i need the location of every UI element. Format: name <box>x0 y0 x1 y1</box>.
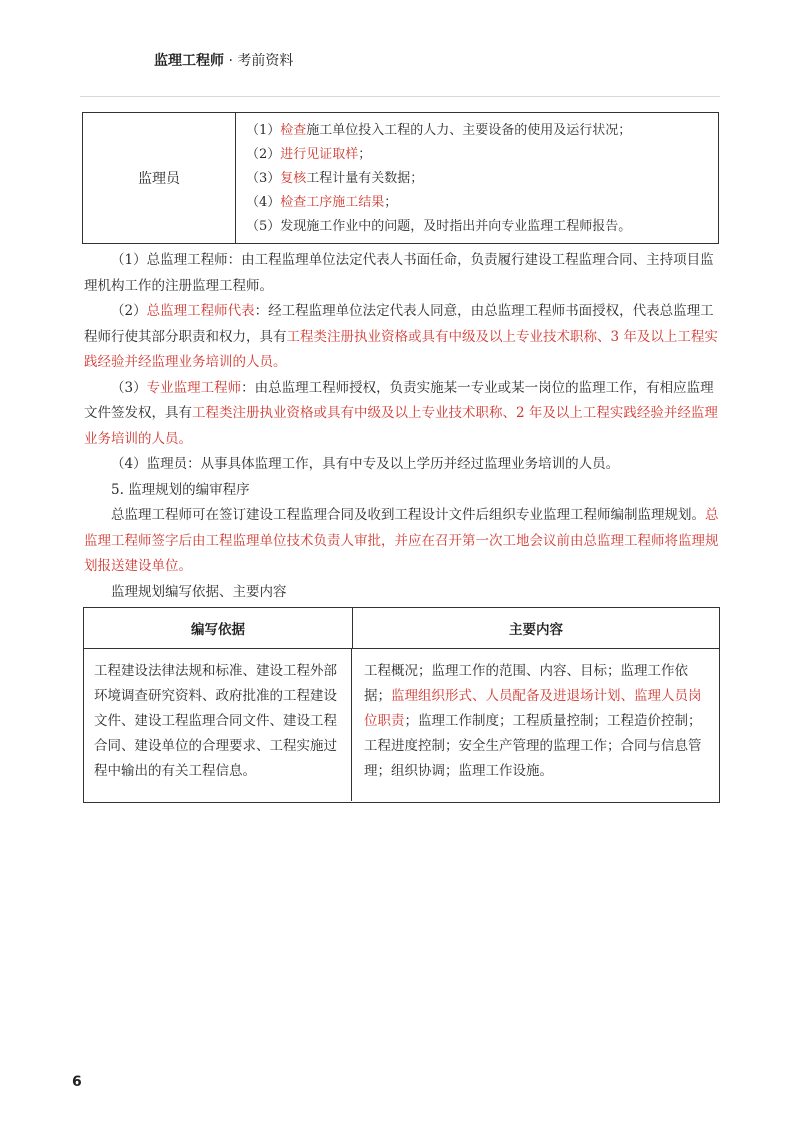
table-body-row <box>84 649 719 801</box>
header-title: 监理工程师 <box>154 53 224 69</box>
table-header-row <box>84 608 719 649</box>
content-cell: 工程概况；监理工作的范围、内容、目标；监理工作依据；监理组织形式、人员配备及进退场计划、监理人员岗位职责；监理工作制度；工程质量控制；工程造价控制；工程进度控制；安全生产管理的监理工作；合同与信息管理；组织协调；监理工作设施。 <box>364 663 702 779</box>
page-number: 6 <box>72 1074 82 1090</box>
table-intro: 监理规划编写依据、主要内容 <box>111 583 287 600</box>
planning-basis-table <box>83 607 720 803</box>
paragraph-chief-engineer: （1）总监理工程师：由工程监理单位法定代表人书面任命，负责履行建设工程监理合同、主持项目监理机构工作的注册监理工程师。 <box>84 252 714 294</box>
duty-item: （4）检查工序施工结果； <box>246 195 398 210</box>
duty-item: （5）发现施工作业中的问题，及时指出并向专业监理工程师报告。 <box>246 219 632 234</box>
paragraph-chief-representative: （2）总监理工程师代表：经工程监理单位法定代表人同意，由总监理工程师书面授权，代表总监理工程师行使其部分职责和权力，具有工程类注册执业资格或具有中级及以上专业技术职称、3 年及以上工程实践经验并经监理业务培训的人员。 <box>84 303 718 370</box>
header-rule <box>80 96 720 97</box>
duty-item: （1）检查施工单位投入工程的人力、主要设备的使用及运行状况； <box>246 123 632 138</box>
section-heading: 5. 监理规划的编审程序 <box>111 481 250 498</box>
header-content: 主要内容 <box>509 622 563 638</box>
header-separator: · <box>224 53 238 69</box>
header-basis: 编写依据 <box>84 608 353 648</box>
paragraph-supervisor: （4）监理员：从事具体监理工作，具有中专及以上学历并经过监理业务培训的人员。 <box>111 456 620 472</box>
role-duties-table <box>82 112 719 244</box>
duty-item: （2）进行见证取样； <box>246 147 372 162</box>
paragraph-specialty-engineer: （3）专业监理工程师：由总监理工程师授权，负责实施某一专业或某一岗位的监理工作，有相应监理文件签发权，具有工程类注册执业资格或具有中级及以上专业技术职称、2 年及以上工程实践经验并经监理业务培训的人员。 <box>84 379 718 447</box>
header-subtitle: 考前资料 <box>237 53 294 69</box>
duty-item: （3）复核工程计量有关数据； <box>246 171 424 186</box>
running-header <box>154 50 293 70</box>
body-text <box>84 248 720 605</box>
role-duties-cell <box>236 113 718 243</box>
paragraph-review-procedure: 总监理工程师可在签订建设工程监理合同及收到工程设计文件后组织专业监理工程师编制监理规划。总监理工程师签字后由工程监理单位技术负责人审批，并应在召开第一次工地会议前由总监理工程师将监理规划报送建设单位。 <box>84 507 719 574</box>
role-name-cell: 监理员 <box>83 113 236 243</box>
basis-cell: 工程建设法律法规和标准、建设工程外部环境调查研究资料、政府批准的工程建设文件、建设工程监理合同文件、建设工程合同、建设单位的合理要求、工程实施过程中输出的有关工程信息。 <box>84 649 352 801</box>
